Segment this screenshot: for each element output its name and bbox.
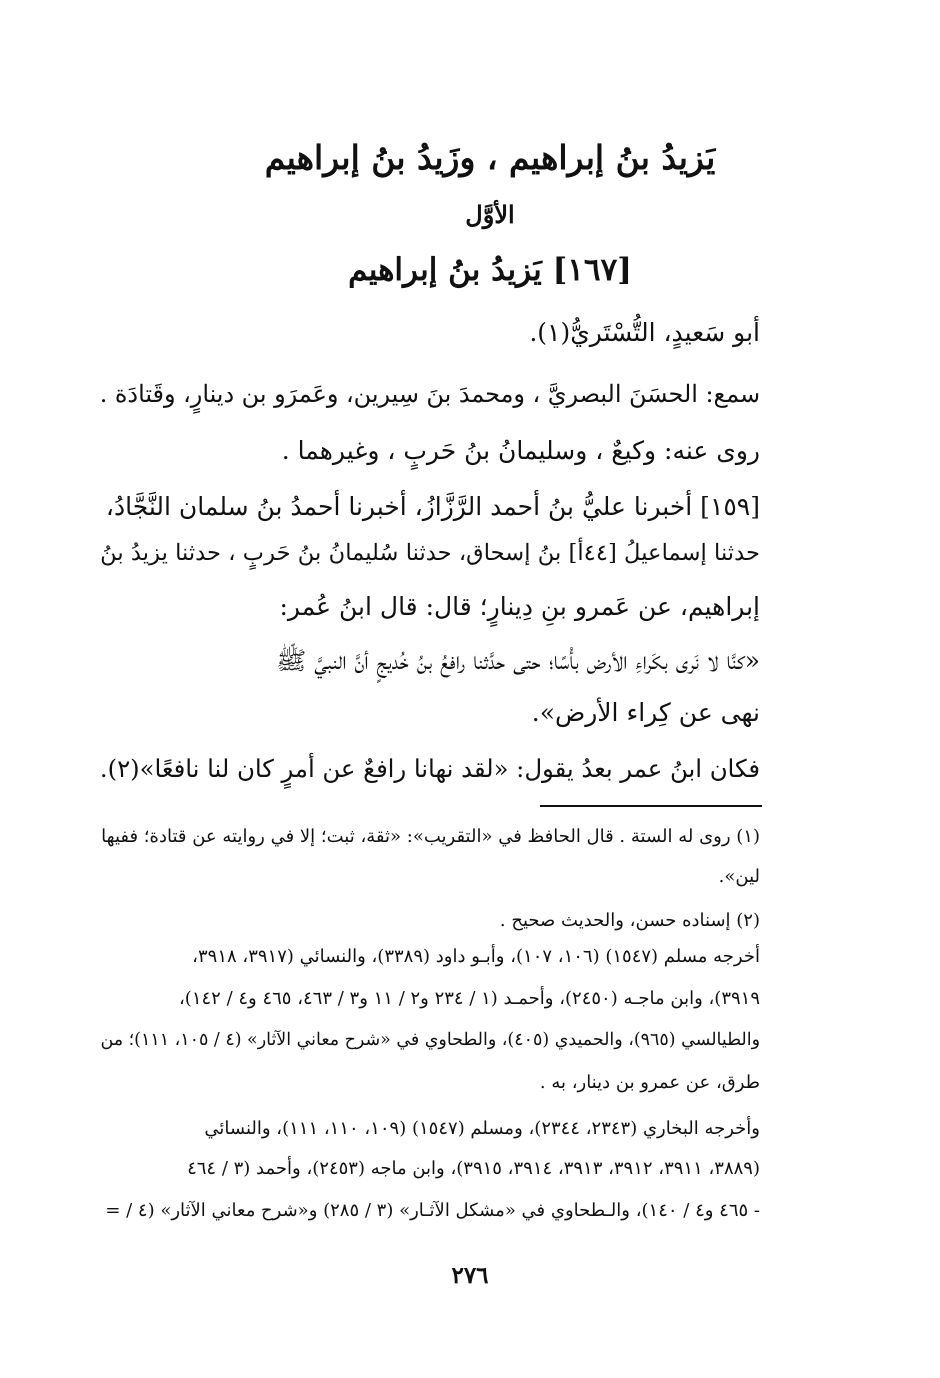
body-line-8: نهى عن كِراء الأرض». (531, 698, 760, 727)
footnote-line-9: (٣٨٨٩، ٣٩١١، ٣٩١٢، ٣٩١٣، ٣٩١٤، ٣٩١٥)، وابن ماجه (٢٤٥٣)، وأحمد (٣ / ٤٦٤ (187, 1158, 760, 1179)
footnote-separator (540, 805, 762, 807)
body-line-9: فكان ابنُ عمر بعدُ يقول: «لقد نهانا رافعٌ عن أمرٍ كان لنا نافعًا»(٢). (99, 754, 760, 783)
body-line-4: [١٥٩] أخبرنا عليُّ بنُ أحمد الرَّزَّازُ، أخبرنا أحمدُ بنُ سلمان النَّجَّادُ، (105, 492, 760, 521)
footnote-line-1: (١) روى له الستة . قال الحافظ في «التقريب»: «ثقة، ثبت؛ إلا في روايته عن قتادة؛ ففيها (101, 826, 760, 847)
footnote-line-4: أخرجه مسلم (١٥٤٧) (١٠٦، ١٠٧)، وأبـو داود (٣٣٨٩)، والنسائي (٣٩١٧، ٣٩١٨، (192, 946, 760, 967)
body-line-2: سمع: الحسَنَ البصريَّ ، ومحمدَ بنَ سِيرين، وعَمرَو بن دينارٍ، وقَتادَة . (99, 380, 760, 408)
body-line-6: إبراهيم، عن عَمرو بنِ دِينارٍ؛ قال: قال ابنُ عُمر: (279, 592, 760, 621)
footnote-line-8: وأخرجه البخاري (٢٣٤٣، ٢٣٤٤)، ومسلم (١٥٤٧) (١٠٩، ١١٠، ١١١)، والنسائي (204, 1118, 760, 1139)
body-line-3: روى عنه: وكيعٌ ، وسليمانُ بنُ حَربٍ ، وغيرهما . (281, 436, 760, 465)
entry-heading: [١٦٧] يَزيدُ بنُ إبراهيم (348, 252, 632, 288)
page-number: ٢٧٦ (451, 1262, 489, 1289)
body-line-1: أبو سَعيدٍ، التُّسْتَريُّ(١). (529, 318, 760, 347)
chapter-subtitle: الأوَّل (465, 200, 515, 229)
chapter-title: يَزيدُ بنُ إبراهيم ، وزَيدُ بنُ إبراهيم (264, 138, 716, 177)
footnote-line-10: - ٤٦٥ و٤ / ١٤٠)، والـطحاوي في «مشكل الآثـار» (٣ / ٢٨٥) و«شرح معاني الآثار» (٤ / = (105, 1200, 760, 1221)
body-line-5: حدثنا إسماعيلُ [٤٤أ] بنُ إسحاق، حدثنا سُليمانُ بنُ حَربٍ ، حدثنا يزيدُ بنُ (100, 540, 760, 566)
footnote-line-6: والطيالسي (٩٦٥)، والحميدي (٤٠٥)، والطحاوي في «شرح معاني الآثار» (٤ / ١٠٥، ١١١)؛ من (100, 1030, 760, 1050)
body-line-7: «كنَّا لا نَرى بكَراءِ الأرض بأْسًا؛ حتى حدَّثنا رافعُ بنُ خُديجٍ أنَّ النبيَّ ﷺ (276, 646, 760, 675)
footnote-line-2: لين». (718, 866, 760, 887)
footnote-line-5: ٣٩١٩)، وابن ماجـه (٢٤٥٠)، وأحمـد (١ / ٢٣٤ و٢ / ١١ و٣ / ٤٦٣، ٤٦٥ و٤ / ١٤٢)، (179, 988, 760, 1009)
footnote-line-7: طرق، عن عمرو بن دينار، به . (539, 1072, 760, 1093)
footnote-line-3: (٢) إسناده حسن، والحديث صحيح . (499, 910, 760, 931)
